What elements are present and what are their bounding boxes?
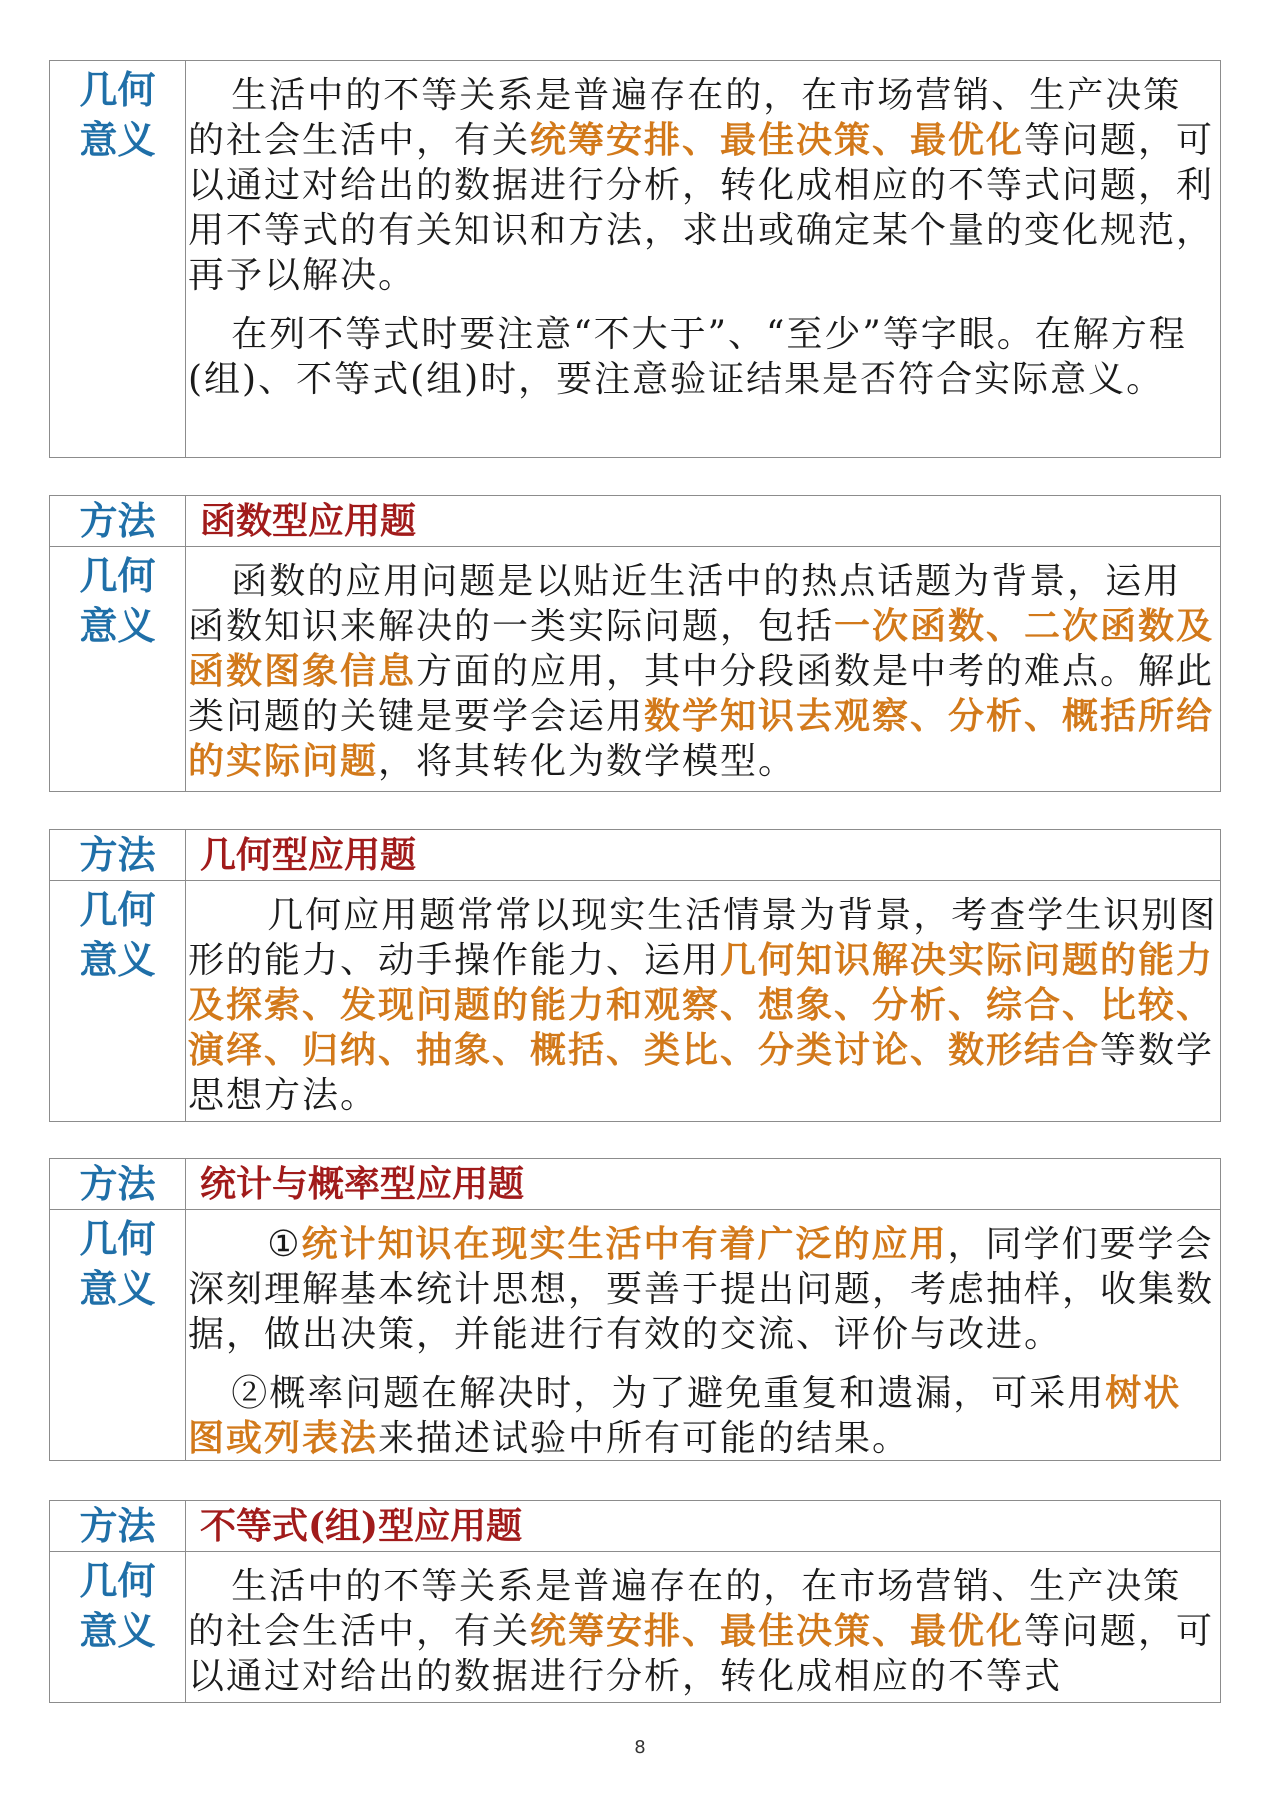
method-label: 方法: [50, 496, 186, 546]
body-text: 等问题，可以通过对给出的数据进行分析，转化成相应的不等式问题，利用不等式的有关知识和方法，求出或确定某个量的变化规范，再予以解决。: [188, 120, 1215, 296]
body-text: 几何应用题常常以现实生活情景为背景，考查学生识别图形的能力、动手操作能力、运用: [188, 895, 1218, 981]
method-row: [50, 1159, 1220, 1209]
body-text: 在列不等式时要注意“不大于”、“至少”等字眼。在解方程(组)、不等式(组)时，要注意验证结果是否符合实际意义。: [188, 314, 1187, 400]
body-text: 等数学思想方法。: [188, 1030, 1215, 1116]
meaning-label-line1: 几何: [79, 67, 156, 112]
meaning-label: 几何 意义: [50, 1210, 186, 1460]
highlighted-text: 一次函数、二次函数及函数图象信息: [188, 605, 1215, 692]
body-paragraph: [188, 559, 1218, 784]
body-text: 来描述试验中所有可能的结果。: [378, 1418, 911, 1459]
section-body: [186, 61, 1220, 457]
body-text: 函数的应用问题是以贴近生活中的热点话题为背景，运用函数知识来解决的一类实际问题，包括: [188, 561, 1182, 647]
section-statistics: [49, 1158, 1221, 1461]
body-text: ②概率问题在解决时，为了避免重复和遗漏，可采用: [231, 1373, 1106, 1414]
method-heading: 函数型应用题: [200, 500, 417, 542]
meaning-label-line2: 意义: [79, 117, 156, 162]
body-paragraph: [188, 1371, 1218, 1460]
method-label: 方法: [50, 1159, 186, 1209]
method-row: [50, 1501, 1220, 1551]
meaning-row: [50, 1551, 1220, 1702]
method-row: [50, 496, 1220, 546]
section-body: [186, 547, 1220, 791]
highlighted-text: 数学知识去观察、分析、概括所给的实际问题: [188, 695, 1215, 782]
meaning-row: [50, 61, 1220, 457]
method-label: 方法: [50, 830, 186, 880]
highlighted-text: 树状图或列表法: [188, 1372, 1182, 1459]
highlighted-text: 统筹安排、最佳决策、最优化: [530, 1610, 1025, 1652]
section-inequality-continued: [49, 60, 1221, 458]
section-body: [186, 1552, 1220, 1702]
body-text: ①: [267, 1224, 302, 1265]
body-text: 生活中的不等关系是普遍存在的，在市场营销、生产决策的社会生活中，有关: [188, 1566, 1182, 1652]
body-paragraph: [188, 1564, 1218, 1699]
section-inequality: [49, 1500, 1221, 1703]
section-function: [49, 495, 1221, 792]
method-heading: 几何型应用题: [200, 834, 417, 876]
meaning-label: 几何 意义: [50, 1552, 186, 1702]
highlighted-text: 几何知识解决实际问题的能力及探索、发现问题的能力和观察、想象、分析、综合、比较、演绎、归纳、抽象、概括、类比、分类讨论、数形结合: [188, 939, 1215, 1071]
meaning-row: [50, 880, 1220, 1121]
body-text: 等问题，可以通过对给出的数据进行分析，转化成相应的不等式: [188, 1611, 1215, 1697]
body-paragraph: [188, 1222, 1218, 1357]
meaning-label: 几何 意义: [50, 547, 186, 791]
section-geometry: [49, 829, 1221, 1122]
highlighted-text: 统计知识在现实生活中有着广泛的应用: [301, 1223, 948, 1265]
body-text: ，将其转化为数学模型。: [378, 741, 797, 782]
meaning-row: [50, 546, 1220, 791]
meaning-row: [50, 1209, 1220, 1460]
page-number: 8: [634, 1737, 646, 1758]
body-text: 方面的应用，其中分段函数是中考的难点。解此类问题的关键是要学会运用: [188, 651, 1215, 737]
meaning-label: 几何 意义: [50, 881, 186, 1121]
body-paragraph: [188, 312, 1218, 402]
highlighted-text: 统筹安排、最佳决策、最优化: [530, 119, 1025, 161]
body-text: 生活中的不等关系是普遍存在的，在市场营销、生产决策的社会生活中，有关: [188, 75, 1182, 161]
section-body: [186, 881, 1220, 1121]
method-label: 方法: [50, 1501, 186, 1551]
section-body: [186, 1210, 1220, 1460]
body-paragraph: [188, 893, 1218, 1118]
method-heading: 不等式(组)型应用题: [200, 1505, 523, 1547]
method-row: [50, 830, 1220, 880]
method-heading: 统计与概率型应用题: [200, 1163, 525, 1205]
body-text: ，同学们要学会深刻理解基本统计思想，要善于提出问题，考虑抽样，收集数据，做出决策，并能进行有效的交流、评价与改进。: [188, 1224, 1215, 1355]
body-paragraph: [188, 73, 1218, 298]
meaning-label: [50, 61, 186, 457]
